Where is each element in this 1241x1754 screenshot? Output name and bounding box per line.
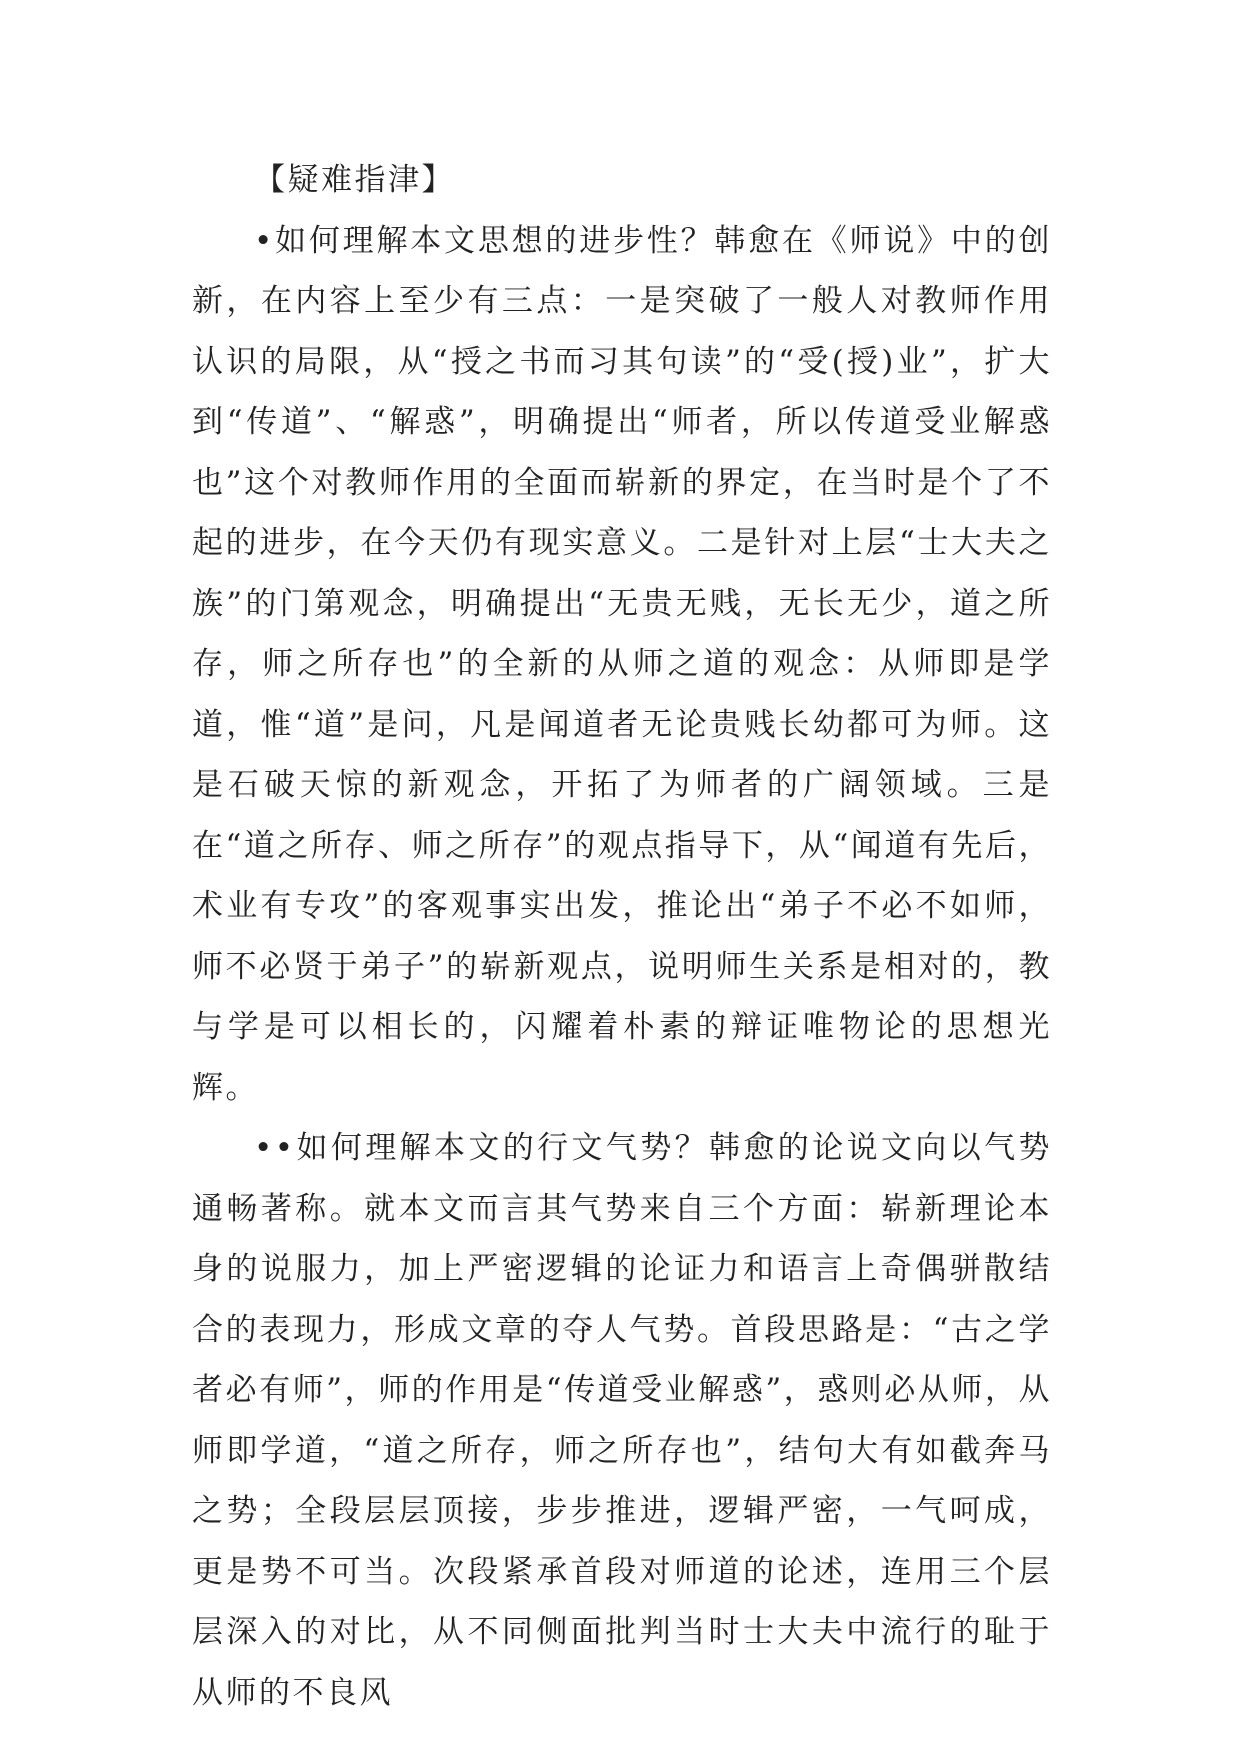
paragraph-progressiveness: •如何理解本文思想的进步性？韩愈在《师说》中的创新，在内容上至少有三点：一是突破了一般人对教师作用认识的局限，从“授之书而习其句读”的“受(授)业”，扩大到“传道”、“解惑”，明确提出“师者，所以传道受业解惑也”这个对教师作用的全面而崭新的界定，在当时是个了不起的进步，在今天仍有现实意义。二是针对上层“士大夫之族”的门第观念，明确提出“无贵无贱，无长无少，道之所存，师之所存也”的全新的从师之道的观念：从师即是学道，惟“道”是问，凡是闻道者无论贵贱长幼都可为师。这是石破天惊的新观念，开拓了为师者的广阔领域。三是在“道之所存、师之所存”的观点指导下，从“闻道有先后，术业有专攻”的客观事实出发，推论出“弟子不必不如师，师不必贤于弟子”的崭新观点，说明师生关系是相对的，教与学是可以相长的，闪耀着朴素的辩证唯物论的思想光辉。 [192, 222, 1052, 1106]
document-body [192, 150, 1052, 1723]
paragraph-momentum: ••如何理解本文的行文气势？韩愈的论说文向以气势通畅著称。就本文而言其气势来自三个方面：崭新理论本身的说服力，加上严密逻辑的论证力和语言上奇偶骈散结合的表现力，形成文章的夺人气势。首段思路是：“古之学者必有师”，师的作用是“传道受业解惑”，惑则必从师，从师即学道，“道之所存，师之所存也”，结句大有如截奔马之势；全段层层顶接，步步推进，逻辑严密，一气呵成，更是势不可当。次段紧承首段对师道的论述，连用三个层层深入的对比，从不同侧面批判当时士大夫中流行的耻于从师的不良风 [192, 1130, 1052, 1711]
section-heading: 【疑难指津】 [254, 162, 455, 198]
